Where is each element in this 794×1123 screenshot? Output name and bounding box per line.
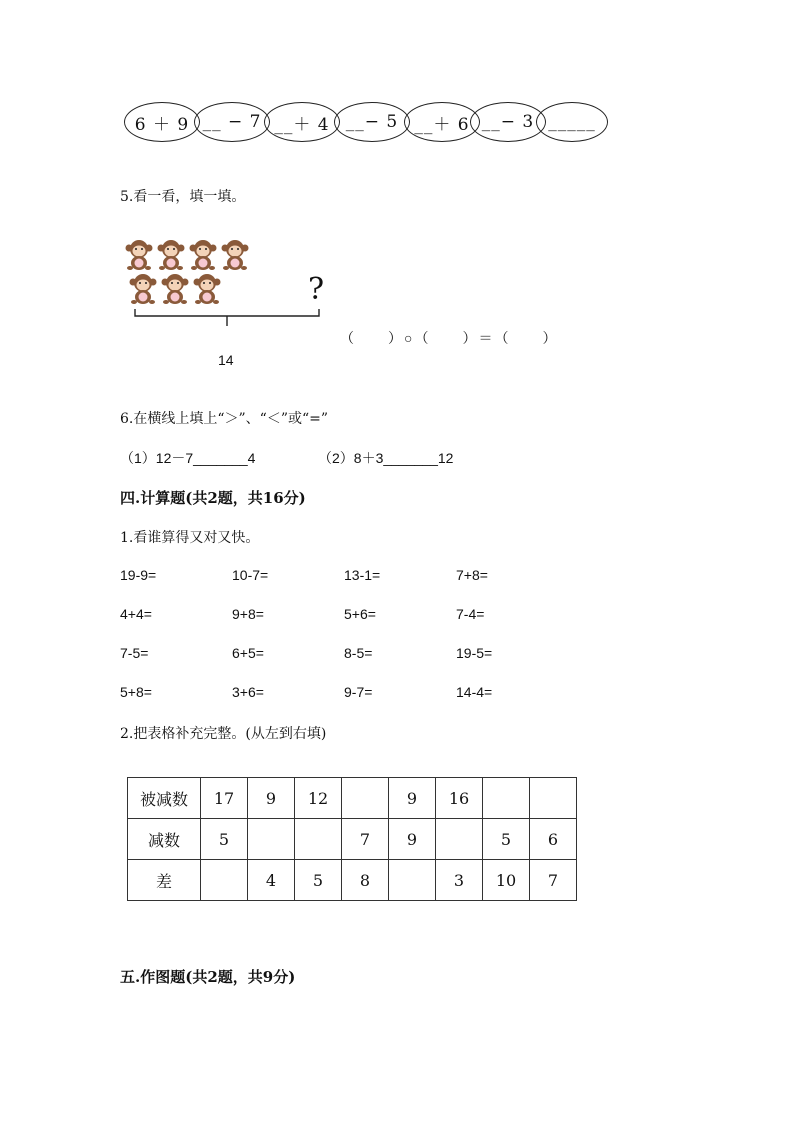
- table-cell: [436, 819, 483, 860]
- chain-item: _____: [536, 102, 608, 142]
- chain-item: __− 5: [334, 102, 410, 142]
- chain-item: __＋ 4: [264, 102, 340, 142]
- table-row-header: 减数: [128, 819, 201, 860]
- table-cell: [389, 860, 436, 901]
- question-6-title: 6.在横线上填上“＞”、“＜”或“=”: [120, 411, 329, 427]
- table-cell: 3: [436, 860, 483, 901]
- table-row: [128, 860, 577, 901]
- table-cell: 4: [248, 860, 295, 901]
- table-row-header: 差: [128, 860, 201, 901]
- calc-item: 9-7=: [344, 684, 373, 700]
- table-cell: 17: [201, 778, 248, 819]
- calc-item: 13-1=: [344, 567, 381, 583]
- brace-icon: [133, 307, 323, 329]
- table-row-header: 被减数: [128, 778, 201, 819]
- table-cell: 6: [530, 819, 577, 860]
- calc-item: 5+6=: [344, 606, 376, 622]
- table-cell: [342, 778, 389, 819]
- calc-item: 9+8=: [232, 606, 264, 622]
- calc-item: 7+8=: [456, 567, 488, 583]
- table-cell: 10: [483, 860, 530, 901]
- calculation-chain: [124, 102, 614, 144]
- table-cell: 9: [389, 819, 436, 860]
- table-cell: [530, 778, 577, 819]
- monkey-picture: [125, 240, 255, 310]
- monkey-group-icon: [125, 240, 255, 312]
- calc-item: 19-9=: [120, 567, 157, 583]
- chain-item: __ − 7: [194, 102, 270, 142]
- calc-item: 8-5=: [344, 645, 373, 661]
- calc-item: 10-7=: [232, 567, 269, 583]
- table-cell: 7: [342, 819, 389, 860]
- chain-item: __− 3: [470, 102, 546, 142]
- question-mark: ?: [308, 272, 325, 307]
- calc-item: 6+5=: [232, 645, 264, 661]
- calc-item: 3+6=: [232, 684, 264, 700]
- table-cell: 9: [248, 778, 295, 819]
- equation-blanks: （ ）○（ ）＝（ ）: [340, 330, 559, 346]
- table-cell: 8: [342, 860, 389, 901]
- table-cell: [248, 819, 295, 860]
- calc-item: 7-5=: [120, 645, 149, 661]
- calc-item: 7-4=: [456, 606, 485, 622]
- table-cell: [483, 778, 530, 819]
- brace-total-label: 14: [218, 352, 234, 368]
- table-cell: 5: [483, 819, 530, 860]
- chain-item: 6 ＋ 9: [124, 102, 200, 142]
- table-cell: 7: [530, 860, 577, 901]
- section-4-question-1-title: 1.看谁算得又对又快。: [120, 530, 260, 546]
- subtraction-table: [127, 777, 577, 901]
- table-cell: 12: [295, 778, 342, 819]
- table-row: [128, 819, 577, 860]
- table-cell: 5: [295, 860, 342, 901]
- table-cell: [201, 860, 248, 901]
- table-cell: 16: [436, 778, 483, 819]
- table-cell: 5: [201, 819, 248, 860]
- section-4-question-2-title: 2.把表格补充完整。(从左到右填): [120, 726, 327, 742]
- table-cell: 9: [389, 778, 436, 819]
- question-6-item-1: （1）12－7_______4: [120, 450, 256, 466]
- calc-item: 4+4=: [120, 606, 152, 622]
- table-cell: [295, 819, 342, 860]
- section-4-title: 四.计算题(共2题，共16分): [120, 489, 306, 507]
- section-5-title: 五.作图题(共2题，共9分): [120, 968, 296, 986]
- calc-item: 5+8=: [120, 684, 152, 700]
- question-5-title: 5.看一看，填一填。: [120, 189, 246, 205]
- chain-item: __＋ 6: [404, 102, 480, 142]
- question-6-item-2: （2）8＋3_______12: [318, 450, 454, 466]
- table-row: [128, 778, 577, 819]
- calc-item: 14-4=: [456, 684, 493, 700]
- calc-item: 19-5=: [456, 645, 493, 661]
